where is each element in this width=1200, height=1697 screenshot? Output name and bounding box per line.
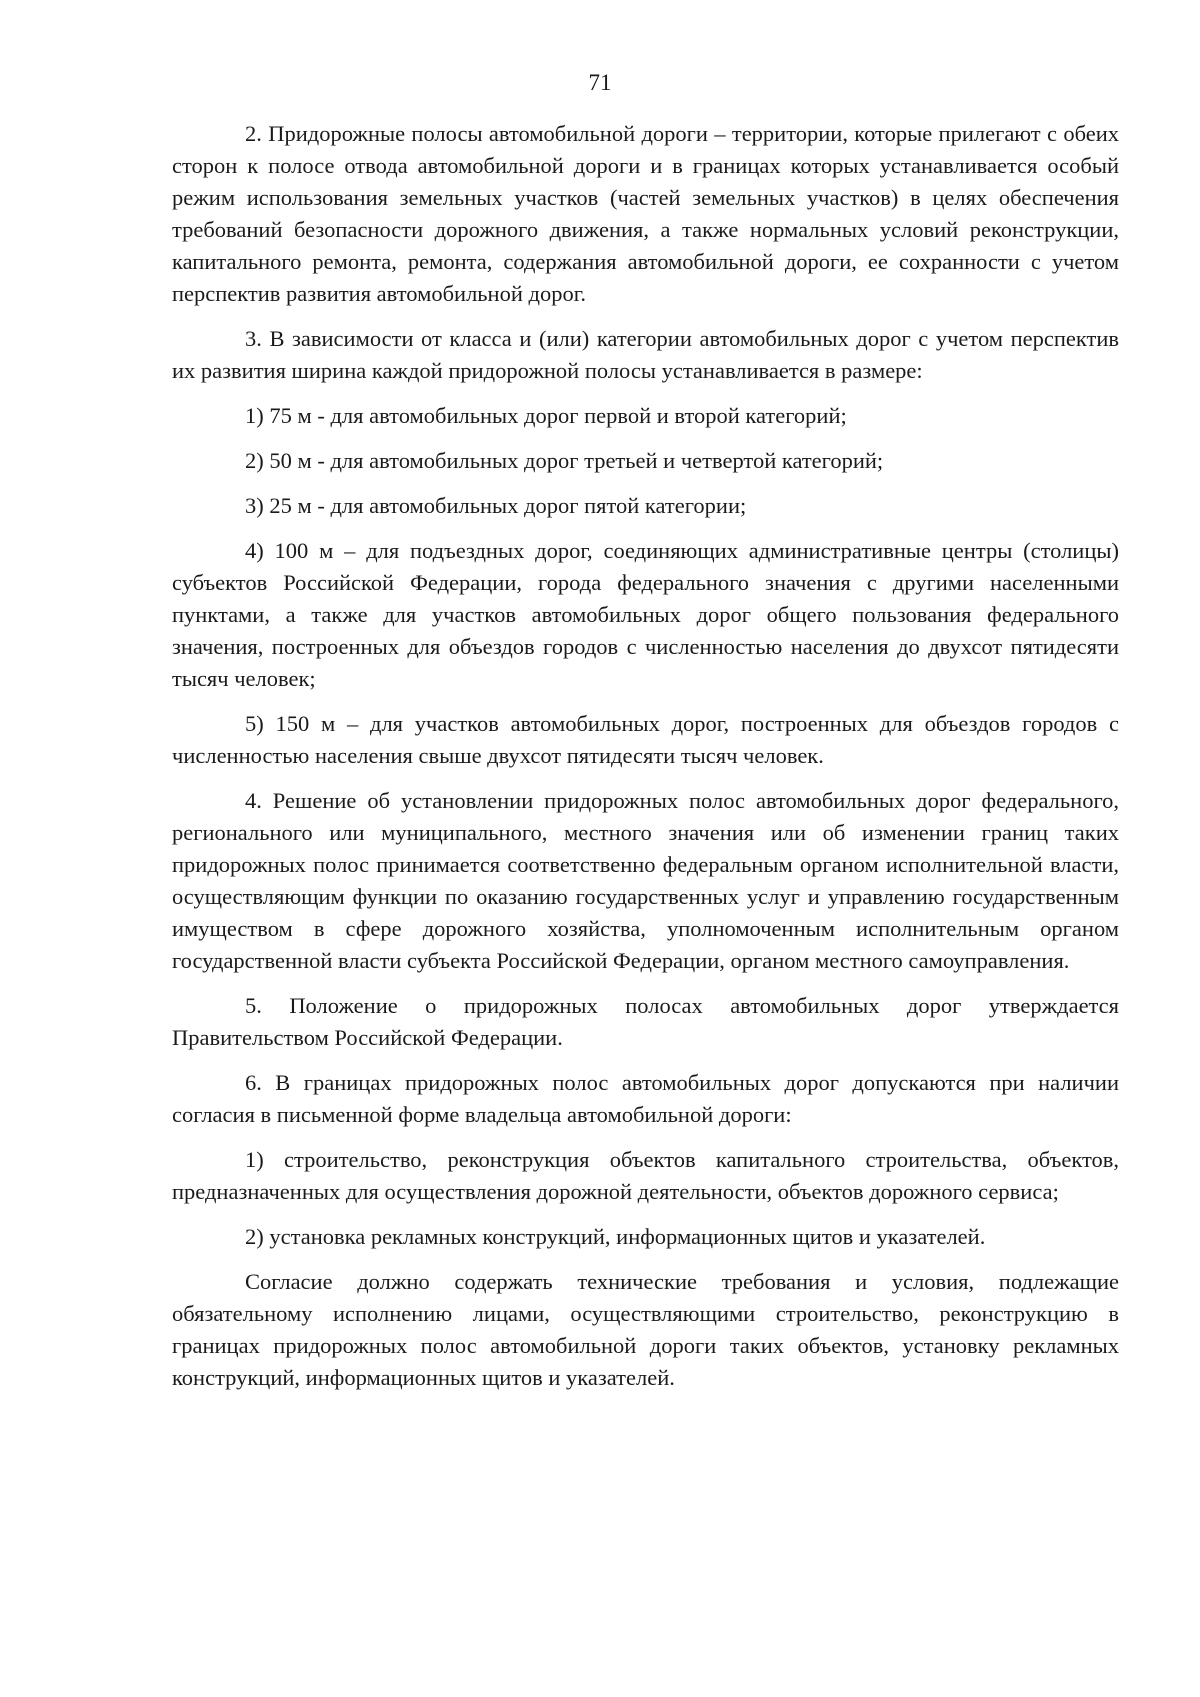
page-number: 71 bbox=[588, 70, 612, 95]
list-item-construction: 1) строительство, реконструкция объектов капитального строительства, объектов, предназначенных для осуществления дорожной деятельности, объектов дорожного сервиса; bbox=[172, 1147, 1119, 1204]
list-item-advertising: 2) установка рекламных конструкций, информационных щитов и указателей. bbox=[245, 1224, 986, 1249]
paragraph-2-roadside-strips-definition: 2. Придорожные полосы автомобильной дороги – территории, которые прилегают с обеих сторон к полосе отвода автомобильной дороги и в границах которых устанавливается особый режим использования земельных участков (частей земельных участков) в целях обеспечения требований безопасности дорожного движения, а также нормальных условий реконструкции, капитального ремонта, ремонта, содержания автомобильной дороги, ее сохранности с учетом перспектив развития автомобильной дорог. bbox=[172, 121, 1119, 306]
paragraph-6-permitted-activities: 6. В границах придорожных полос автомобильных дорог допускаются при наличии согласия в письменной форме владельца автомобильной дороги: bbox=[172, 1070, 1119, 1127]
document-body bbox=[172, 118, 1119, 1407]
list-item-100m: 4) 100 м – для подъездных дорог, соединяющих административные центры (столицы) субъектов Российской Федерации, города федерального значения с другими населенными пунктами, а также для участков автомобильных дорог общего пользования федерального значения, построенных для объездов городов с численностью населения до двухсот пятидесяти тысяч человек; bbox=[172, 538, 1119, 691]
paragraph-consent-requirements: Согласие должно содержать технические требования и условия, подлежащие обязательному исполнению лицами, осуществляющими строительство, реконструкцию в границах придорожных полос автомобильной дороги таких объектов, установку рекламных конструкций, информационных щитов и указателей. bbox=[172, 1269, 1119, 1390]
paragraph-5-regulation: 5. Положение о придорожных полосах автомобильных дорог утверждается Правительством Российской Федерации. bbox=[172, 993, 1119, 1050]
list-item-50m: 2) 50 м - для автомобильных дорог третьей и четвертой категорий; bbox=[245, 448, 884, 473]
paragraph-4-decision: 4. Решение об установлении придорожных полос автомобильных дорог федерального, регионального или муниципального, местного значения или об изменении границ таких придорожных полос принимается соответственно федеральным органом исполнительной власти, осуществляющим функции по оказанию государственных услуг и управлению государственным имуществом в сфере дорожного хозяйства, уполномоченным исполнительным органом государственной власти субъекта Российской Федерации, органом местного самоуправления. bbox=[172, 788, 1119, 973]
paragraph-3-strip-width-intro: 3. В зависимости от класса и (или) категории автомобильных дорог с учетом перспектив их развития ширина каждой придорожной полосы устанавливается в размере: bbox=[172, 326, 1119, 383]
list-item-25m: 3) 25 м - для автомобильных дорог пятой категории; bbox=[245, 493, 747, 518]
list-item-150m: 5) 150 м – для участков автомобильных дорог, построенных для объездов городов с численностью населения свыше двухсот пятидесяти тысяч человек. bbox=[172, 711, 1119, 768]
list-item-75m: 1) 75 м - для автомобильных дорог первой и второй категорий; bbox=[245, 403, 847, 428]
